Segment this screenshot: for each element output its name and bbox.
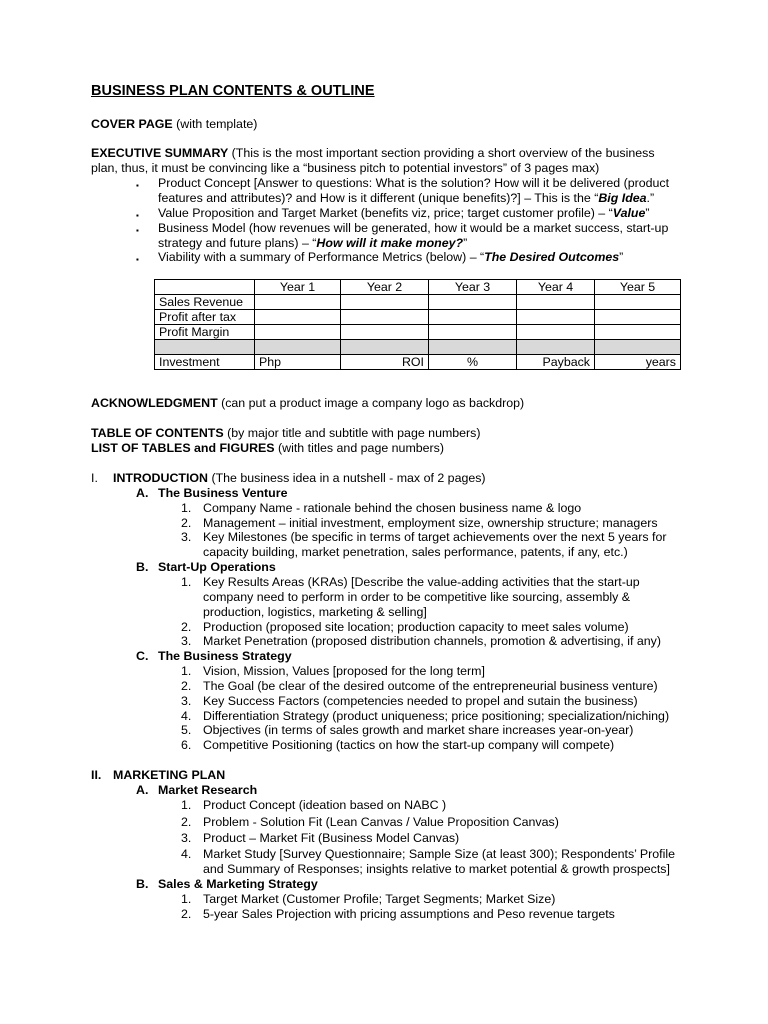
table-cell [155, 340, 255, 355]
item-number: 2. [181, 907, 192, 921]
toc-text: (by major title and subtitle with page numbers) [223, 426, 481, 440]
exec-bullet-1b-end: .” [646, 191, 655, 205]
item-number: 2. [181, 679, 192, 693]
table-cell [517, 310, 595, 325]
item-number: 2. [181, 516, 192, 530]
table-cell [429, 325, 517, 340]
item-number: 1. [181, 664, 192, 678]
list-item: Key Milestones (be specific in terms of target achievements over the next 5 years for [203, 530, 667, 544]
toc-label: TABLE OF CONTENTS [91, 426, 224, 440]
exec-summary-line-1 [91, 146, 655, 161]
year-header: Year 5 [595, 280, 681, 295]
exec-summary-label: EXECUTIVE SUMMARY [91, 146, 229, 160]
table-cell [341, 325, 429, 340]
table-row [155, 295, 681, 310]
exec-bullet-3b-end: ” [463, 236, 468, 250]
exec-bullet-3b-text: strategy and future plans) – “ [158, 236, 317, 250]
year-header: Year 3 [429, 280, 517, 295]
list-item: Key Results Areas (KRAs) [Describe the value-adding activities that the start-up [203, 575, 640, 589]
introduction-heading [113, 471, 486, 486]
table-cell [429, 310, 517, 325]
item-number: 1. [181, 575, 192, 589]
table-cell [429, 295, 517, 310]
list-item: Product Concept (ideation based on NABC ) [203, 798, 447, 812]
table-cell [255, 310, 341, 325]
introduction-label: INTRODUCTION [113, 471, 208, 485]
item-number: 3. [181, 694, 192, 708]
percent-label: % [429, 355, 517, 370]
exec-bullet-4-end: ” [619, 250, 624, 264]
exec-bullet-2-end: ” [645, 206, 650, 220]
list-item: Problem - Solution Fit (Lean Canvas / Value Proposition Canvas) [203, 815, 559, 829]
item-number: 3. [181, 831, 192, 845]
bullet-marker: ▪ [136, 211, 139, 220]
item-number: 2. [181, 815, 192, 829]
value-emphasis: Value [612, 206, 646, 220]
make-money-emphasis: How will it make money? [316, 236, 464, 250]
year-header: Year 2 [341, 280, 429, 295]
list-item: Differentiation Strategy (product uniqueness; price positioning; specialization/niching) [203, 709, 670, 723]
exec-bullet-1b-text: features and attributes)? and How is it different (unique benefits)?] – This is the “ [158, 191, 599, 205]
list-item: Product – Market Fit (Business Model Canvas) [203, 831, 460, 845]
list-item: Market Study [Survey Questionnaire; Sample Size (at least 300); Respondents’ Profile [203, 847, 675, 861]
table-row [155, 310, 681, 325]
exec-summary-text-1: (This is the most important section providing a short overview of the business [228, 146, 655, 160]
section-number: I. [91, 471, 98, 485]
list-item: Vision, Mission, Values [proposed for the long term] [203, 664, 485, 678]
marketing-plan-heading: MARKETING PLAN [113, 768, 226, 782]
subsection-title: The Business Strategy [158, 649, 292, 663]
list-of-tables-label: LIST OF TABLES and FIGURES [91, 441, 275, 455]
exec-bullet-4 [158, 250, 623, 265]
introduction-text: (The business idea in a nutshell - max of 2 pages) [208, 471, 486, 485]
subsection-letter: C. [136, 649, 149, 663]
list-item: Key Success Factors (competencies needed to propel and sutain the business) [203, 694, 638, 708]
acknowledgment-text: (can put a product image a company logo as backdrop) [217, 396, 525, 410]
list-item-continued: company need to perform in order to be competitive like sourcing, assembly & [203, 590, 630, 604]
table-cell [255, 295, 341, 310]
table-cell [517, 340, 595, 355]
list-item: Objectives (in terms of sales growth and market share increases year-on-year) [203, 723, 634, 737]
list-item: Market Penetration (proposed distribution channels, promotion & advertising, if any) [203, 634, 662, 648]
php-label: Php [255, 355, 341, 370]
subsection-title: Start-Up Operations [158, 560, 276, 574]
table-header-row [155, 280, 681, 295]
cover-page-text: (with template) [172, 117, 258, 131]
bullet-marker: ▪ [136, 181, 139, 190]
list-item: Management – initial investment, employment size, ownership structure; managers [203, 516, 658, 530]
big-idea-emphasis: Big Idea [598, 191, 647, 205]
table-cell [517, 295, 595, 310]
list-of-tables-text: (with titles and page numbers) [274, 441, 444, 455]
bullet-marker: ▪ [136, 255, 139, 264]
bullet-marker: ▪ [136, 226, 139, 235]
exec-bullet-2-text: Value Proposition and Target Market (benefits viz, price; target customer profile) – “ [158, 206, 613, 220]
row-label: Profit after tax [155, 310, 255, 325]
table-cell [595, 325, 681, 340]
subsection-letter: B. [136, 877, 149, 891]
acknowledgment-label: ACKNOWLEDGMENT [91, 396, 218, 410]
subsection-title: The Business Venture [158, 486, 288, 500]
list-of-tables-line [91, 441, 444, 456]
list-item: Company Name - rationale behind the chosen business name & logo [203, 501, 582, 515]
list-item-continued: and Summary of Responses; insights relative to market potential & growth prospects] [203, 862, 670, 876]
table-cell [341, 310, 429, 325]
item-number: 1. [181, 892, 192, 906]
subsection-letter: B. [136, 560, 149, 574]
table-spacer-row [155, 340, 681, 355]
table-cell [255, 340, 341, 355]
year-header: Year 1 [255, 280, 341, 295]
item-number: 2. [181, 620, 192, 634]
table-cell [595, 295, 681, 310]
investment-row [155, 355, 681, 370]
performance-metrics-table [154, 279, 681, 370]
list-item: Competitive Positioning (tactics on how the start-up company will compete) [203, 738, 615, 752]
payback-label: Payback [517, 355, 595, 370]
toc-line [91, 426, 481, 441]
subsection-title: Sales & Marketing Strategy [158, 877, 318, 891]
list-item: Production (proposed site location; production capacity to meet sales volume) [203, 620, 629, 634]
item-number: 1. [181, 501, 192, 515]
subsection-title: Market Research [158, 783, 258, 797]
subsection-letter: A. [136, 783, 149, 797]
year-header: Year 4 [517, 280, 595, 295]
row-label: Profit Margin [155, 325, 255, 340]
table-cell [155, 280, 255, 295]
years-unit-label: years [595, 355, 681, 370]
exec-bullet-2 [158, 206, 650, 221]
item-number: 6. [181, 738, 192, 752]
table-cell [255, 325, 341, 340]
investment-label: Investment [155, 355, 255, 370]
exec-bullet-1b [158, 191, 654, 206]
subsection-letter: A. [136, 486, 149, 500]
exec-summary-line-2: plan, thus, it must be convincing like a “business pitch to potential investors” of 3 pages max) [91, 161, 600, 175]
table-cell [595, 310, 681, 325]
item-number: 4. [181, 847, 192, 861]
desired-outcomes-emphasis: The Desired Outcomes [484, 250, 620, 264]
item-number: 3. [181, 634, 192, 648]
list-item-continued: capacity building, market penetration, sales performance, patents, if any, etc.) [203, 545, 628, 559]
table-row [155, 325, 681, 340]
list-item: 5-year Sales Projection with pricing assumptions and Peso revenue targets [203, 907, 615, 921]
item-number: 5. [181, 723, 192, 737]
exec-bullet-3a: Business Model (how revenues will be generated, how it would be a market success, start-up [158, 221, 669, 235]
row-label: Sales Revenue [155, 295, 255, 310]
page-title: BUSINESS PLAN CONTENTS & OUTLINE [91, 83, 375, 99]
roi-label: ROI [341, 355, 429, 370]
table-cell [429, 340, 517, 355]
acknowledgment-line [91, 396, 524, 411]
list-item: Target Market (Customer Profile; Target Segments; Market Size) [203, 892, 556, 906]
list-item-continued: production, logistics, marketing & selling] [203, 605, 427, 619]
item-number: 3. [181, 530, 192, 544]
exec-bullet-1a: Product Concept [Answer to questions: What is the solution? How will it be delivered (product [158, 176, 670, 190]
cover-page-label: COVER PAGE [91, 117, 173, 131]
table-cell [341, 340, 429, 355]
table-cell [517, 325, 595, 340]
table-cell [595, 340, 681, 355]
cover-page-line [91, 117, 257, 132]
item-number: 4. [181, 709, 192, 723]
exec-bullet-4-text: Viability with a summary of Performance Metrics (below) – “ [158, 250, 485, 264]
item-number: 1. [181, 798, 192, 812]
list-item: The Goal (be clear of the desired outcome of the entrepreneurial business venture) [203, 679, 658, 693]
table-cell [341, 295, 429, 310]
section-number: II. [91, 768, 102, 782]
exec-bullet-3b [158, 236, 467, 251]
